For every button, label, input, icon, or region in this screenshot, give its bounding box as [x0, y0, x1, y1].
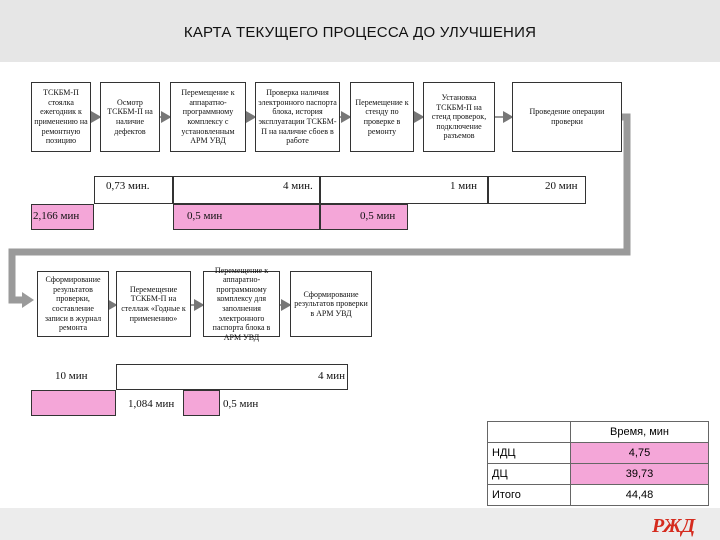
timeline-waste-segment [31, 390, 116, 416]
timeline-waste-segment [183, 390, 220, 416]
process-step-4: Проверка наличия электронного паспорта блока, история эксплуатации ТСКБМ-П на наличие сбоев в работе [255, 82, 340, 152]
row-label: ДЦ [488, 464, 571, 485]
time-label: 4 мин. [283, 180, 313, 192]
time-label: 2,166 мин [33, 210, 80, 222]
timeline-value-added-segment [116, 364, 348, 390]
table-header-row [488, 422, 709, 443]
time-label: 4 мин [318, 370, 345, 382]
process-step-11: Сформирование результатов проверки в АРМ УВД [290, 271, 372, 337]
process-step-2: Осмотр ТСКБМ-П на наличие дефектов [100, 82, 160, 152]
process-step-1: ТСКБМ-П стоялка ежегодник к применению на ремонтную позицию [31, 82, 91, 152]
row-value: 39,73 [571, 464, 709, 485]
process-step-5: Перемещение к стенду по проверке в ремонту [350, 82, 414, 152]
table-row [488, 443, 709, 464]
process-step-10: Перемещение к аппаратно-программному комплексу для заполнения электронного паспорта блока в АРМ УВД [203, 271, 280, 337]
page-title: КАРТА ТЕКУЩЕГО ПРОЦЕССА ДО УЛУЧШЕНИЯ [183, 24, 537, 41]
table-row [488, 485, 709, 506]
time-label: 0,5 мин [223, 398, 259, 410]
time-label: 1,084 мин [128, 398, 175, 410]
time-summary-table [487, 421, 709, 506]
process-step-3: Перемещение к аппаратно-программному комплексу с установленным АРМ УВД [170, 82, 246, 152]
time-label: 0,73 мин. [106, 180, 150, 192]
time-label: 20 мин [545, 180, 578, 192]
row-value: 44,48 [571, 485, 709, 506]
row-label: НДЦ [488, 443, 571, 464]
rzd-logo: РЖД [652, 515, 696, 537]
time-label: 1 мин [450, 180, 477, 192]
return-arrowhead [22, 292, 34, 308]
process-step-9: Перемещение ТСКБМ-П на стеллаж «Годные к применению» [116, 271, 191, 337]
row-label: Итого [488, 485, 571, 506]
time-label: 0,5 мин [187, 210, 223, 222]
time-label: 0,5 мин [360, 210, 396, 222]
table-header: Время, мин [571, 422, 709, 443]
table-header-empty [488, 422, 571, 443]
footer-band [0, 508, 720, 540]
process-step-7: Проведение операции проверки [512, 82, 622, 152]
table-row [488, 464, 709, 485]
row-value: 4,75 [571, 443, 709, 464]
process-step-8: Сформирование результатов проверки, составление записи в журнал ремонта [37, 271, 109, 337]
process-step-6: Установка ТСКБМ-П на стенд проверок, подключение разъемов [423, 82, 495, 152]
time-label: 10 мин [55, 370, 88, 382]
